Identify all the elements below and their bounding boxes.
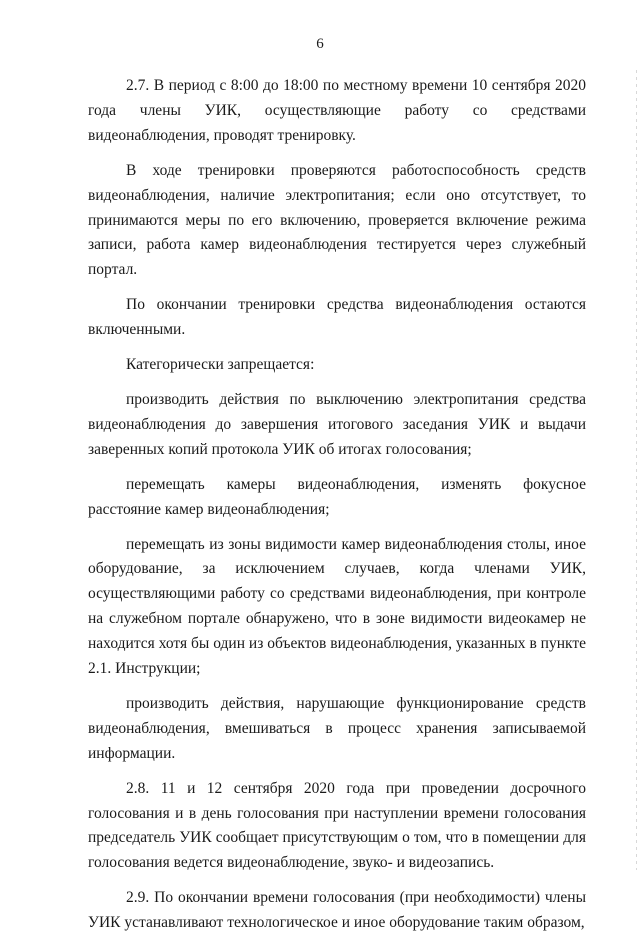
paragraph-prohibited-power: производить действия по выключению электропитания средства видеонаблюдения до завершения итогового заседания УИК и выдачи заверенных копий протокола УИК об итогах голосования; (88, 390, 586, 458)
document-body (88, 74, 586, 946)
paragraph-prohibited-move-objects: перемещать из зоны видимости камер видеонаблюдения столы, иное оборудование, за исключением случаев, когда членами УИК, осуществляющими работу со средствами видеонаблюдения, при контроле на служебном портале обнаружено, что в зоне видимости видеокамер не находится хотя бы один из объектов видеонаблюдения, указанных в пункте 2.1. Инструкции; (88, 535, 586, 678)
paragraph-2-9: 2.9. По окончании времени голосования (при необходимости) члены УИК устанавливают технологическое и иное оборудование таким образом, (88, 889, 586, 932)
paragraph-2-7: 2.7. В период с 8:00 до 18:00 по местному времени 10 сентября 2020 года члены УИК, осуществляющие работу со средствами видеонаблюдения, проводят тренировку. (88, 77, 586, 144)
page-number: 6 (316, 36, 324, 52)
paragraph-2-8: 2.8. 11 и 12 сентября 2020 года при проведении досрочного голосования и в день голосования при наступлении времени голосования председатель УИК сообщает присутствующим о том, что в помещении для голосования ведется видеонаблюдение, звуко- и видеозапись. (88, 779, 586, 872)
paragraph-prohibited-heading: Категорически запрещается: (126, 356, 315, 374)
paragraph-prohibited-move-cameras: перемещать камеры видеонаблюдения, изменять фокусное расстояние камер видеонаблюдения; (88, 475, 586, 518)
paragraph-training-end: По окончании тренировки средства видеонаблюдения остаются включенными. (88, 296, 586, 339)
paragraph-training-check: В ходе тренировки проверяются работоспособность средств видеонаблюдения, наличие электропитания; если оно отсутствует, то принимаются меры по его включению, проверяется включение режима записи, работа камер видеонаблюдения тестируется через служебный портал. (88, 161, 586, 279)
scan-edge-mark (636, 70, 637, 870)
paragraph-prohibited-interfere: производить действия, нарушающие функционирование средств видеонаблюдения, вмешиваться в процесс хранения записываемой информации. (88, 694, 586, 762)
